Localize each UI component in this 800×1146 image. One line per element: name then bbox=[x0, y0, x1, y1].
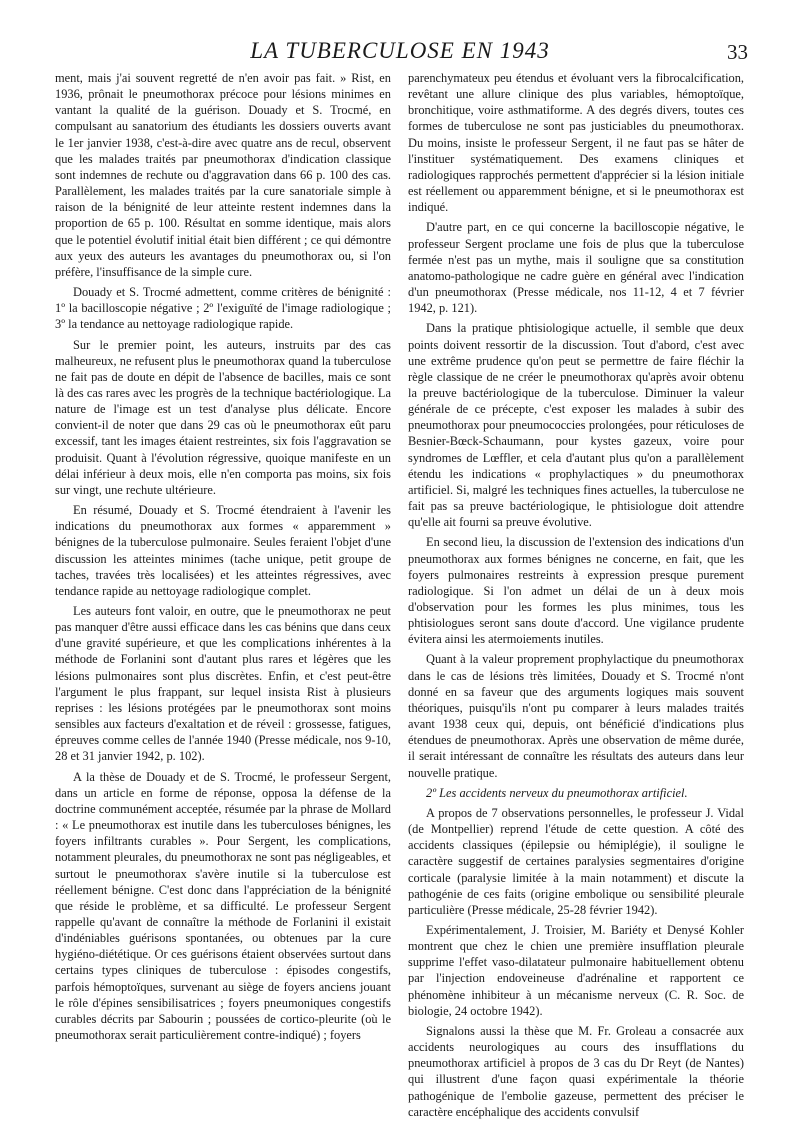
paragraph: En résumé, Douady et S. Trocmé étendraient à l'avenir les indications du pneumothorax aux formes « apparemment » bénignes de la tuberculose pulmonaire. Seules feraient l'objet d'une discussion les atteintes minimes (tache unique, petit groupe de taches, travées très localisées) et les atteintes régressives, avec tendance rapide au nettoyage radiologique complet. bbox=[55, 503, 391, 598]
paragraph: Signalons aussi la thèse que M. Fr. Groleau a consacrée aux accidents neurologiques au cours des insufflations du pneumothorax artificiel à propos de 3 cas du Dr Reyt (de Nantes) qui illustrent d'une façon quasi expérimentale la théorie pathogénique de l'embolie gazeuse, permettent des préciser le caractère encéphalique des accidents convulsif bbox=[408, 1023, 744, 1119]
paragraph: Expérimentalement, J. Troisier, M. Bariéty et Denysé Kohler montrent que chez le chien une première insufflation pleurale supprime l'effet vaso-dilatateur pulmonaire habituellement obtenu par l'injection endoveineuse d'adrénaline et rapportent ce phénomène inhibiteur à un mécanisme nerveux (C. R. Soc. de biologie, 24 octobre 1942). bbox=[408, 922, 744, 1018]
paragraph: A la thèse de Douady et de S. Trocmé, le professeur Sergent, dans un article en forme de réponse, opposa la défense de la doctrine communément acceptée, résumée par la phrase de Mollard : « Le pneumothorax est inutile dans les tuberculoses bénignes, les foyers infiltrants curables ». Pour Sergent, les complications, notamment pleurales, du pneumothorax ne sont pas négligeables, et surtout le pneumothorax s'avère inutile si la tuberculose est réellement bénigne. C'est donc dans l'appréciation de la bénignité que réside le problème, et sa difficulté. Le professeur Sergent rappelle qu'avant de connaître la méthode de Forlanini il existait d'indéniables guérisons spontanées, ou obtenues par la cure hygiéno-diététique. Or ces guérisons étaient observées surtout dans certains types cliniques de tuberculose : épisodes congestifs, parfois hémoptoïques, survenant au siège de foyers anciens jouant le rôle d'épines sensibilisatrices ; foyers pneumoniques congestifs curables décrits par Sabourin ; poussées de cortico-pleurite (où le pneumothorax serait particulièrement contre-indiqué) ; foyers bbox=[55, 769, 391, 1043]
page-number: 33 bbox=[727, 40, 748, 64]
paragraph: En second lieu, la discussion de l'extension des indications d'un pneumothorax aux formes bénignes ne concerne, en fait, que les foyers pulmonaires restreints à expression presque purement radiologique. Si l'on admet un délai de un à deux mois d'observation pour les formes les plus minimes, tous les phtisiologues seront sans doute d'accord. Une vigilance prudente évitera ainsi les atermoiements inutiles. bbox=[408, 535, 744, 647]
page-header bbox=[52, 38, 748, 72]
paragraph: Dans la pratique phtisiologique actuelle, il semble que deux points doivent ressortir de la discussion. Tout d'abord, c'est avec une extrême prudence qu'on peut se permettre de faire fléchir la règle classique de ne créer le pneumothorax qu'après avoir obtenu la preuve bactériologique de la tuberculose. Diminuer la valeur générale de ce précepte, c'est exposer les malades à subir des pneumothorax pour pneumococcies prolongées, pour réticuloses de Besnier-Bœck-Schaumann, pour kystes gazeux, voire pour syndromes de Lœffler, et cela d'autant plus qu'on a parallèlement étendu les indications « prophylactiques » du pneumothorax artificiel. Si, malgré les techniques fines actuelles, la tuberculose ne fait pas sa preuve bactériologique, le phtisiologue doit attendre qu'elle ait fourni sa preuve évolutive. bbox=[408, 321, 744, 530]
paragraph: A propos de 7 observations personnelles, le professeur J. Vidal (de Montpellier) reprend l'étude de cette question. A côté des accidents classiques (épilepsie ou hémiplégie), il souligne le caractère suggestif de certaines paralysies segmentaires d'origine corticale (paralysie limitée à la main notamment) et discute la pathogénie de ces faits (origine embolique ou sensibilité pleurale particulière (Presse médicale, 25-28 février 1942). bbox=[408, 805, 744, 917]
paragraph: Sur le premier point, les auteurs, instruits par des cas malheureux, ne refusent plus le pneumothorax quand la tuberculose ne fait pas de doute en dépit de l'absence de bacilles, mais ce sont là des cas rares avec les progrès de la technique bactériologique. La nature de l'image est un test d'analyse plus délicate. Encore convient-il de noter que dans 29 cas où le pneumothorax eût paru excessif, tant les images étaient restreintes, six fois l'aggravation se produisit. Quant à l'évolution régressive, quoique manifeste en un délai inférieur à deux mois, elle n'en comporta pas moins, six fois sur vingt, une rechute ultérieure. bbox=[55, 337, 391, 497]
right-column bbox=[408, 70, 744, 1132]
section-subheading: 2º Les accidents nerveux du pneumothorax artificiel. bbox=[426, 785, 688, 800]
text-columns bbox=[55, 70, 744, 1132]
running-title: LA TUBERCULOSE EN 1943 bbox=[250, 38, 550, 63]
paragraph: ment, mais j'ai souvent regretté de n'en avoir pas fait. » Rist, en 1936, prônait le pneumothorax précoce pour lésions minimes en vantant la qualité de la guérison. Douady et S. Trocmé, en compulsant au sanatorium des étudiants les dossiers ouverts avant le 1er janvier 1938, c'est-à-dire avec quatre ans de recul, observent que les malades traités par pneumothorax d'indication classique sont indemnes de rechute ou d'aggravation dans 66 p. 100 des cas. Parallèlement, les malades traités par la cure sanatoriale simple à raison de la bénignité de leur atteinte restent indemnes dans la proportion de 65 p. 100. Résultat en somme identique, mais alors que le potentiel évolutif initial était bien différent ; ce qui démontre aux yeux des auteurs les avantages du pneumothorax ou, si l'on préfère, l'insuffisance de la simple cure. bbox=[55, 71, 391, 279]
paragraph: Douady et S. Trocmé admettent, comme critères de bénignité : 1º la bacilloscopie négative ; 2º l'exiguïté de l'image radiologique ; 3º la tendance au nettoyage radiologique rapide. bbox=[55, 285, 391, 332]
left-column bbox=[55, 70, 391, 1132]
paragraph: D'autre part, en ce qui concerne la bacilloscopie négative, le professeur Sergent proclame une fois de plus que la tuberculose fermée n'est pas un mythe, mais il souligne que sa constitution anatomo-pathologique ne cadre guère en général avec l'indication d'un pneumothorax (Presse médicale, nos 11-12, 4 et 7 février 1942, p. 121). bbox=[408, 220, 744, 316]
paragraph: parenchymateux peu étendus et évoluant vers la fibrocalcification, revêtant une allure clinique des plus variables, hémoptoïque, bronchitique, voire asthmatiforme. A des degrés divers, toutes ces formes de tuberculose ne sont pas justiciables du pneumothorax. Du moins, insiste le professeur Sergent, il ne faut pas se hâter de l'instituer systématiquement. Des examens cliniques et radiologiques rapprochés permettent d'apprécier si la lésion initiale est réellement ou apparemment bénigne, et si le pneumothorax est indiqué. bbox=[408, 71, 744, 215]
paragraph: Quant à la valeur proprement prophylactique du pneumothorax dans le cas de lésions très limitées, Douady et S. Trocmé n'ont donné en sa faveur que des arguments logiques mais souvent théoriques, puisqu'ils n'ont pu comparer à leurs malades traités avant 1938 ceux qui, depuis, ont bénéficié d'indications plus étendues de pneumothorax. Après une observation de même durée, il serait intéressant de connaître les résultats des auteurs dans leur nouvelle pratique. bbox=[408, 652, 744, 780]
paragraph: Les auteurs font valoir, en outre, que le pneumothorax ne peut pas manquer d'être aussi efficace dans les cas bénins que dans ceux d'une gravité supérieure, et que les complications inhérentes à la méthode de Forlanini sont d'autant plus rares et légères que les lésions pulmonaires sont plus discrètes. Enfin, et c'est peut-être l'argument le plus frappant, sur lequel insista Rist à plusieurs reprises : les lésions protégées par le pneumothorax sont moins sensibles aux facteurs d'exaltation et de réveil : grossesse, fatigues, épreuves comme celles de l'année 1940 (Presse médicale, nos 9-10, 28 et 31 janvier 1942, p. 102). bbox=[55, 604, 391, 764]
